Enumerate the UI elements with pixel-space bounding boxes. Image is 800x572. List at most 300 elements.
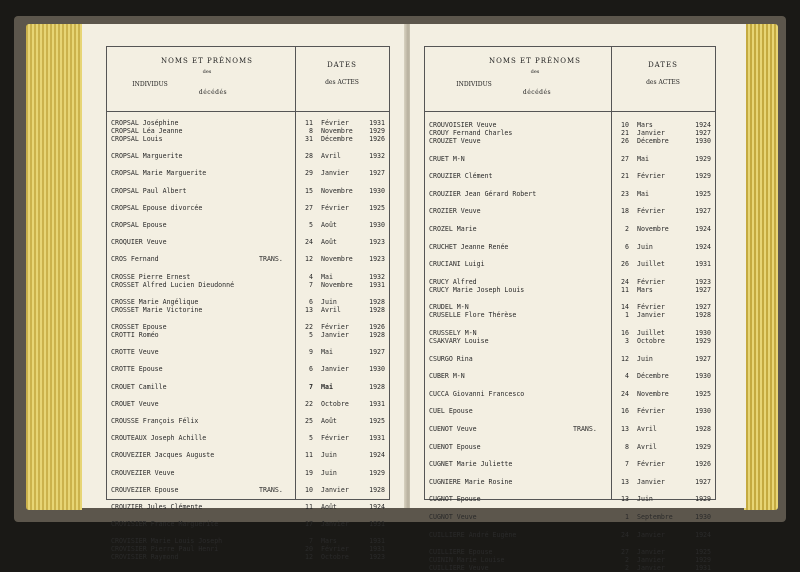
act-month: Novembre (637, 225, 669, 233)
act-day: 28 (305, 152, 313, 161)
register-entry (425, 531, 715, 539)
entry-line (425, 260, 715, 268)
deceased-name: CROS Fernand (111, 255, 159, 264)
entry-line (425, 460, 715, 468)
act-year: 1927 (695, 129, 711, 137)
entry-line (107, 273, 389, 281)
trans-note: TRANS. (573, 425, 597, 433)
act-year: 1923 (369, 255, 385, 264)
act-month: Août (321, 503, 337, 511)
deceased-name: CUGNIERE Marie Rosine (429, 477, 513, 486)
register-entry (107, 238, 389, 246)
act-day: 15 (305, 186, 313, 195)
act-year: 1927 (369, 348, 385, 357)
act-month: Janvier (637, 548, 665, 557)
left-page (82, 24, 408, 562)
act-year: 1930 (695, 137, 711, 145)
des-label: des (202, 69, 212, 75)
act-month: Novembre (321, 186, 353, 195)
act-year: 1929 (695, 442, 711, 451)
act-year: 1930 (695, 372, 711, 381)
act-year: 1923 (695, 277, 711, 286)
act-year: 1924 (695, 225, 711, 233)
act-month: Juin (637, 354, 653, 363)
deceased-name: CROUET Veuve (111, 399, 159, 408)
register-entry (425, 278, 715, 294)
act-year: 1931 (369, 399, 385, 408)
act-day: 7 (309, 537, 313, 546)
act-month: Juin (321, 297, 337, 306)
entry-line (107, 331, 389, 339)
act-month: Janvier (637, 129, 665, 137)
register-entry (425, 190, 715, 198)
act-day: 5 (309, 331, 313, 339)
act-day: 8 (309, 127, 313, 135)
act-year: 1928 (369, 485, 385, 494)
act-month: Octobre (637, 337, 665, 345)
act-day: 12 (305, 553, 313, 562)
des-actes-label: des ACTES (646, 79, 680, 86)
register-entry (425, 495, 715, 503)
deceased-name: CROZEL Marie (429, 225, 477, 233)
act-month: Janvier (321, 485, 349, 494)
act-day: 7 (309, 382, 313, 391)
act-month: Février (321, 203, 349, 212)
deceased-name: CUBER M-N (429, 372, 465, 381)
entry-line (425, 190, 715, 198)
entry-line (107, 306, 389, 314)
entry-line (107, 238, 389, 246)
entry-line (425, 129, 715, 137)
act-day: 1 (625, 513, 629, 521)
act-month: Janvier (637, 311, 665, 320)
act-day: 6 (625, 242, 629, 251)
act-day: 16 (621, 329, 629, 337)
act-year: 1925 (695, 548, 711, 557)
act-month: Février (321, 323, 349, 331)
register-entry (425, 443, 715, 451)
deceased-name: CROUZIER Clément (429, 172, 493, 181)
entry-line (107, 417, 389, 425)
deceased-name: CROUY Fernand Charles (429, 129, 513, 137)
deceased-name: CUGNOT Epouse (429, 495, 481, 504)
deceased-name: CUILLIERE Veuve (429, 564, 489, 572)
register-entry (107, 400, 389, 408)
act-day: 24 (305, 238, 313, 247)
entry-line (425, 286, 715, 294)
entry-line (425, 390, 715, 398)
entry-line (107, 119, 389, 127)
entry-line (425, 155, 715, 163)
entry-line (107, 434, 389, 442)
act-day: 11 (305, 119, 313, 127)
act-year: 1928 (695, 425, 711, 433)
register-entry (425, 155, 715, 163)
act-day: 27 (305, 203, 313, 212)
register-entry (425, 121, 715, 145)
act-day: 3 (625, 337, 629, 345)
act-year: 1926 (369, 135, 385, 143)
trans-note: TRANS. (259, 255, 283, 264)
deceased-name: CROPSAL Marguerite (111, 152, 183, 161)
dates-header: DATES (327, 61, 357, 69)
act-year: 1929 (695, 154, 711, 163)
act-day: 13 (621, 425, 629, 433)
register-entry (107, 298, 389, 314)
act-month: Février (637, 277, 665, 286)
act-day: 8 (625, 442, 629, 451)
header-divider (107, 111, 389, 112)
act-year: 1924 (369, 503, 385, 511)
deceased-name: CSAKVARY Louise (429, 337, 489, 345)
register-entry (425, 243, 715, 251)
register-entry (425, 329, 715, 345)
act-day: 26 (621, 137, 629, 145)
entry-line (425, 548, 715, 556)
act-month: Juin (637, 242, 653, 251)
act-day: 1 (625, 311, 629, 320)
act-day: 24 (621, 389, 629, 398)
act-year: 1925 (695, 389, 711, 398)
entry-line (425, 337, 715, 345)
deceased-name: CRUSSELY M-N (429, 329, 477, 337)
register-entry (425, 460, 715, 468)
entry-line (425, 495, 715, 503)
deceased-name: CROPSAL Léa Jeanne (111, 127, 183, 135)
dates-header: DATES (648, 61, 678, 69)
act-day: 17 (305, 520, 313, 529)
act-year: 1929 (369, 127, 385, 135)
deceased-name: CUENOT Veuve (429, 425, 477, 433)
register-entry (425, 355, 715, 363)
act-day: 5 (309, 434, 313, 443)
act-year: 1930 (369, 186, 385, 195)
act-year: 1925 (369, 203, 385, 212)
deceased-name: CUILLIERE André Eugène (429, 530, 517, 539)
register-entry (107, 323, 389, 339)
register-entry (425, 260, 715, 268)
deceased-name: CROVISIER France Marguerite (111, 520, 219, 529)
act-day: 23 (621, 189, 629, 198)
entry-line (107, 323, 389, 331)
act-year: 1923 (369, 238, 385, 247)
deceased-name: CROPSAL Joséphine (111, 119, 179, 127)
act-year: 1931 (695, 260, 711, 269)
entry-line (107, 537, 389, 545)
act-year: 1931 (369, 520, 385, 529)
act-year: 1928 (695, 311, 711, 320)
entry-line (107, 383, 389, 391)
act-month: Novembre (637, 389, 669, 398)
deceased-name: CROSSET Epouse (111, 323, 167, 331)
act-day: 14 (621, 303, 629, 312)
act-day: 5 (309, 221, 313, 229)
register-entry (107, 255, 389, 263)
names-header: NOMS ET PRÉNOMS (489, 57, 581, 65)
act-month: Juillet (637, 329, 665, 337)
deceased-name: CROPSAL Louis (111, 135, 163, 143)
act-year: 1926 (695, 460, 711, 469)
individus-label: INDIVIDUS (456, 81, 492, 88)
deceased-name: CUEL Epouse (429, 407, 473, 416)
deceased-name: CROZIER Veuve (429, 207, 481, 216)
register-entry (425, 513, 715, 521)
act-month: Février (637, 303, 665, 312)
entry-line (425, 207, 715, 215)
entry-line (107, 255, 389, 263)
act-month: Janvier (321, 331, 349, 339)
deceased-name: CRUET M-N (429, 154, 465, 163)
act-month: Août (321, 238, 337, 247)
register-entry (425, 425, 715, 433)
deceased-name: CROQUIER Veuve (111, 238, 167, 247)
act-day: 21 (621, 172, 629, 181)
act-month: Octobre (321, 399, 349, 408)
act-year: 1929 (695, 495, 711, 504)
register-entry (425, 407, 715, 415)
act-month: Juillet (637, 260, 665, 269)
act-year: 1931 (369, 119, 385, 127)
act-day: 19 (305, 468, 313, 477)
act-month: Janvier (321, 365, 349, 374)
deceased-name: CUILLIERE Epouse (429, 548, 493, 557)
act-day: 2 (625, 556, 629, 565)
deceased-name: CUGNET Marie Juliette (429, 460, 513, 469)
register-entry (425, 303, 715, 319)
register-entry (107, 486, 389, 494)
entry-line (107, 545, 389, 553)
act-day: 7 (625, 460, 629, 469)
deceased-name: CROUVEZIER Veuve (111, 468, 175, 477)
entry-line (107, 469, 389, 477)
act-month: Avril (321, 152, 341, 161)
des-actes-label: des ACTES (325, 79, 359, 86)
act-month: Avril (321, 305, 341, 314)
trans-note: TRANS. (259, 485, 283, 494)
individus-label: INDIVIDUS (132, 81, 168, 88)
deceased-name: CROPSAL Epouse (111, 221, 167, 229)
act-year: 1927 (369, 169, 385, 178)
deceased-name: CROTTE Epouse (111, 365, 163, 374)
act-day: 11 (621, 285, 629, 294)
act-month: Mai (637, 154, 649, 163)
act-year: 1928 (369, 305, 385, 314)
act-month: Août (321, 417, 337, 425)
deceased-name: CROUVEZIER Epouse (111, 485, 179, 494)
entry-line (107, 520, 389, 528)
entry-line (107, 298, 389, 306)
deceased-name: CROTTI Roméo (111, 331, 159, 339)
deceased-name: CROPSAL Paul Albert (111, 186, 187, 195)
entry-line (107, 451, 389, 459)
act-year: 1930 (369, 221, 385, 229)
entry-line (107, 503, 389, 511)
right-page-edges (744, 24, 778, 510)
act-day: 9 (309, 348, 313, 357)
act-day: 21 (621, 129, 629, 137)
deceased-name: CRUDEL M-N (429, 303, 469, 312)
deceased-name: CRUCIANI Luigi (429, 260, 485, 269)
deceased-name: CROUET Camille (111, 382, 167, 391)
act-year: 1930 (695, 407, 711, 416)
entry-line (425, 278, 715, 286)
act-day: 12 (305, 255, 313, 264)
act-month: Juin (321, 451, 337, 460)
act-year: 1926 (369, 323, 385, 331)
act-month: Novembre (321, 127, 353, 135)
entry-line (425, 311, 715, 319)
act-year: 1928 (369, 331, 385, 339)
entry-line (425, 372, 715, 380)
deceased-name: CROSSET Alfred Lucien Dieudonné (111, 280, 235, 289)
entry-line (107, 152, 389, 160)
right-register-table (424, 46, 716, 572)
entry-line (107, 365, 389, 373)
entry-line (425, 137, 715, 145)
act-day: 2 (625, 564, 629, 572)
entry-line (425, 172, 715, 180)
entry-line (107, 169, 389, 177)
act-year: 1930 (695, 329, 711, 337)
register-entry (107, 348, 389, 356)
act-day: 13 (621, 495, 629, 504)
deceased-name: CROVISIER Raymond (111, 553, 179, 562)
act-month: Novembre (321, 255, 353, 264)
register-entry (107, 221, 389, 229)
act-month: Février (321, 434, 349, 443)
act-day: 6 (309, 297, 313, 306)
act-month: Janvier (637, 477, 665, 486)
act-month: Mai (637, 189, 649, 198)
act-day: 18 (621, 207, 629, 216)
act-day: 24 (621, 277, 629, 286)
entry-line (107, 127, 389, 135)
act-year: 1925 (695, 189, 711, 198)
act-year: 1931 (369, 280, 385, 289)
register-entry (425, 172, 715, 180)
act-month: Février (637, 172, 665, 181)
left-page-edges (26, 24, 82, 510)
act-day: 4 (625, 372, 629, 381)
act-month: Février (637, 460, 665, 469)
act-month: Avril (637, 425, 657, 433)
entry-line (107, 204, 389, 212)
act-month: Avril (637, 442, 657, 451)
entry-line (425, 443, 715, 451)
act-month: Décembre (637, 372, 669, 381)
entry-line (107, 348, 389, 356)
deceased-name: CROUZIER Jean Gérard Robert (429, 189, 537, 198)
deceased-name: CROSSET Marie Victorine (111, 305, 203, 314)
register-entry (107, 152, 389, 160)
act-year: 1927 (695, 285, 711, 294)
act-year: 1932 (369, 272, 385, 281)
register-entry (107, 417, 389, 425)
deceased-name: CROPSAL Epouse divorcée (111, 203, 203, 212)
register-entry (107, 537, 389, 561)
act-year: 1924 (695, 242, 711, 251)
act-day: 27 (621, 548, 629, 557)
register-entry (425, 548, 715, 572)
deceased-name: CROSSE Pierre Ernest (111, 272, 191, 281)
act-year: 1924 (695, 530, 711, 539)
act-day: 16 (621, 407, 629, 416)
act-month: Juin (637, 495, 653, 504)
register-entry (107, 451, 389, 459)
deceased-name: CROUVOISIER Veuve (429, 121, 497, 129)
entry-line (425, 329, 715, 337)
deceased-name: CROUVEZIER Jacques Auguste (111, 451, 215, 460)
entry-line (425, 564, 715, 572)
act-month: Février (637, 407, 665, 416)
act-month: Septembre (637, 513, 673, 521)
act-month: Novembre (321, 280, 353, 289)
act-month: Janvier (321, 169, 349, 178)
act-day: 13 (621, 477, 629, 486)
register-entry (107, 434, 389, 442)
register-entry (425, 372, 715, 380)
act-month: Mai (321, 272, 333, 281)
deceased-name: CRUCY Alfred (429, 277, 477, 286)
act-year: 1929 (369, 468, 385, 477)
deceased-name: CUCCA Giovanni Francesco (429, 389, 525, 398)
register-entry (425, 207, 715, 215)
act-day: 24 (621, 530, 629, 539)
act-year: 1928 (369, 382, 385, 391)
act-year: 1931 (695, 564, 711, 572)
deceased-name: CROTTE Veuve (111, 348, 159, 357)
register-entry (107, 365, 389, 373)
act-day: 10 (621, 121, 629, 129)
entry-line (107, 187, 389, 195)
entry-line (425, 225, 715, 233)
act-month: Décembre (321, 135, 353, 143)
register-entry (107, 204, 389, 212)
act-day: 6 (309, 365, 313, 374)
register-entry (107, 187, 389, 195)
entry-line (107, 135, 389, 143)
deceased-name: CROVISIER Pierre Paul Henri (111, 545, 219, 554)
deceased-name: CROPSAL Marie Marguerite (111, 169, 207, 178)
register-entry (107, 503, 389, 511)
deceased-name: CUGNOT Veuve (429, 513, 477, 521)
act-year: 1929 (695, 556, 711, 565)
act-day: 10 (305, 485, 313, 494)
deceased-name: CUENOT Epouse (429, 442, 481, 451)
register-entry (107, 169, 389, 177)
register-entry (107, 273, 389, 289)
deceased-name: CRUSELLE Flore Thérèse (429, 311, 517, 320)
entry-line (425, 531, 715, 539)
act-month: Janvier (637, 530, 665, 539)
act-month: Décembre (637, 137, 669, 145)
des-label: des (530, 69, 540, 75)
entry-line (425, 407, 715, 415)
act-month: Janvier (637, 556, 665, 565)
act-month: Mars (637, 285, 653, 294)
act-month: Octobre (321, 553, 349, 562)
entry-line (425, 478, 715, 486)
act-year: 1932 (369, 152, 385, 161)
act-day: 22 (305, 399, 313, 408)
act-year: 1928 (369, 297, 385, 306)
act-year: 1927 (695, 303, 711, 312)
deceased-name: CROSSE Marie Angélique (111, 297, 199, 306)
entry-line (107, 486, 389, 494)
act-day: 12 (621, 354, 629, 363)
act-year: 1924 (369, 451, 385, 460)
act-month: Mai (321, 348, 333, 357)
